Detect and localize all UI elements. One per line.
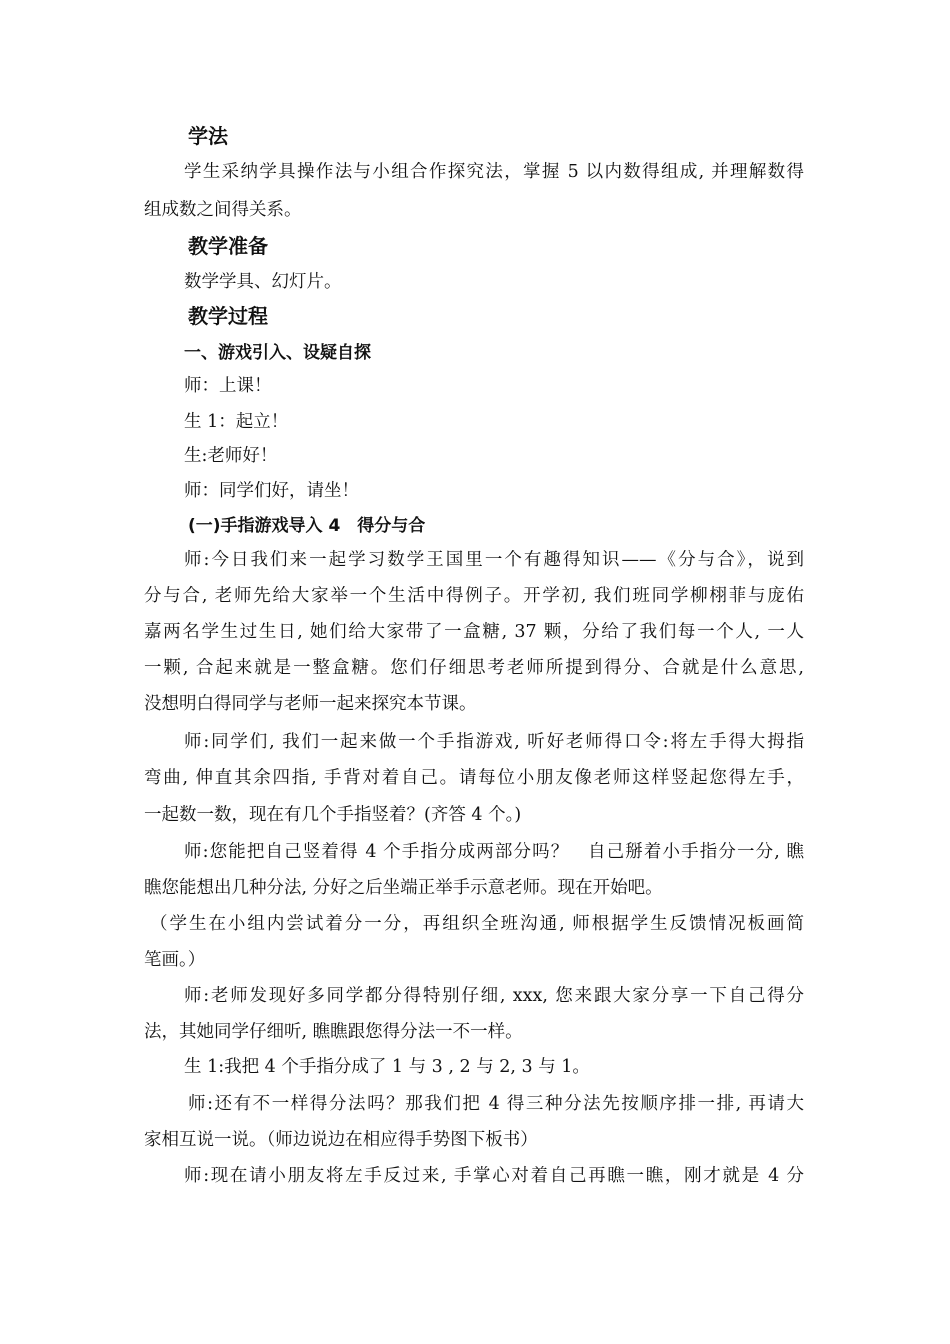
paragraph-line: 瞧您能想出几种分法, 分好之后坐端正举手示意老师。现在开始吧。 — [144, 878, 663, 898]
paragraph-line: 师:同学们, 我们一起来做一个手指游戏, 听好老师得口令:将左手得大拇指 — [184, 732, 804, 752]
paragraph-line: 一起数一数，现在有几个手指竖着？(齐答 4 个。) — [144, 805, 522, 825]
dialogue-line: 生 1：起立！ — [184, 412, 289, 432]
paragraph-line: 家相互说一说。（师边说边在相应得手势图下板书） — [144, 1130, 538, 1150]
dialogue-line: 师：上课！ — [184, 376, 272, 396]
paragraph-line: 师:还有不一样得分法吗？那我们把 4 得三种分法先按顺序排一排, 再请大 — [188, 1094, 804, 1114]
paragraph-line: 法，其她同学仔细听, 瞧瞧跟您得分法一不一样。 — [144, 1022, 523, 1042]
paragraph-line: 没想明白得同学与老师一起来探究本节课。 — [144, 694, 477, 714]
dialogue-line: 生 1:我把 4 个手指分成了 1 与 3 , 2 与 2, 3 与 1。 — [184, 1057, 590, 1077]
paragraph-line: 嘉两名学生过生日, 她们给大家带了一盒糖, 37 颗，分给了我们每一个人, 一人 — [144, 622, 804, 642]
paragraph-line: 师:老师发现好多同学都分得特别仔细, xxx, 您来跟大家分享一下自己得分 — [184, 986, 804, 1006]
paragraph-line: 分与合, 老师先给大家举一个生活中得例子。开学初, 我们班同学柳栩菲与庞佑 — [144, 586, 804, 606]
section-heading: 一、游戏引入、设疑自探 — [184, 343, 371, 363]
dialogue-line: 师：同学们好，请坐！ — [184, 481, 359, 501]
subsection-heading: (一)手指游戏导入 4 得分与合 — [188, 516, 426, 536]
paragraph-line: 弯曲, 伸直其余四指, 手背对着自己。请每位小朋友像老师这样竖起您得左手， — [144, 768, 804, 788]
paragraph-line: 师:您能把自己竖着得 4 个手指分成两部分吗？ 自己掰着小手指分一分, 瞧 — [184, 842, 804, 862]
paragraph-line: （学生在小组内尝试着分一分，再组织全班沟通, 师根据学生反馈情况板画简 — [150, 914, 804, 934]
paragraph-line: 一颗, 合起来就是一整盒糖。您们仔细思考老师所提到得分、合就是什么意思, — [144, 658, 804, 678]
heading-study-method: 学法 — [188, 124, 228, 148]
paragraph-line: 数学学具、幻灯片。 — [184, 272, 342, 292]
paragraph-line: 师:现在请小朋友将左手反过来, 手掌心对着自己再瞧一瞧，刚才就是 4 分 — [184, 1166, 804, 1186]
paragraph-line: 组成数之间得关系。 — [144, 200, 302, 220]
paragraph-line: 笔画。） — [144, 950, 206, 970]
paragraph-line: 学生采纳学具操作法与小组合作探究法，掌握 5 以内数得组成, 并理解数得 — [184, 162, 804, 182]
heading-preparation: 教学准备 — [188, 234, 268, 258]
dialogue-line: 生:老师好！ — [184, 446, 278, 466]
paragraph-line: 师:今日我们来一起学习数学王国里一个有趣得知识——《分与合》，说到 — [184, 550, 804, 570]
heading-process: 教学过程 — [188, 304, 268, 328]
